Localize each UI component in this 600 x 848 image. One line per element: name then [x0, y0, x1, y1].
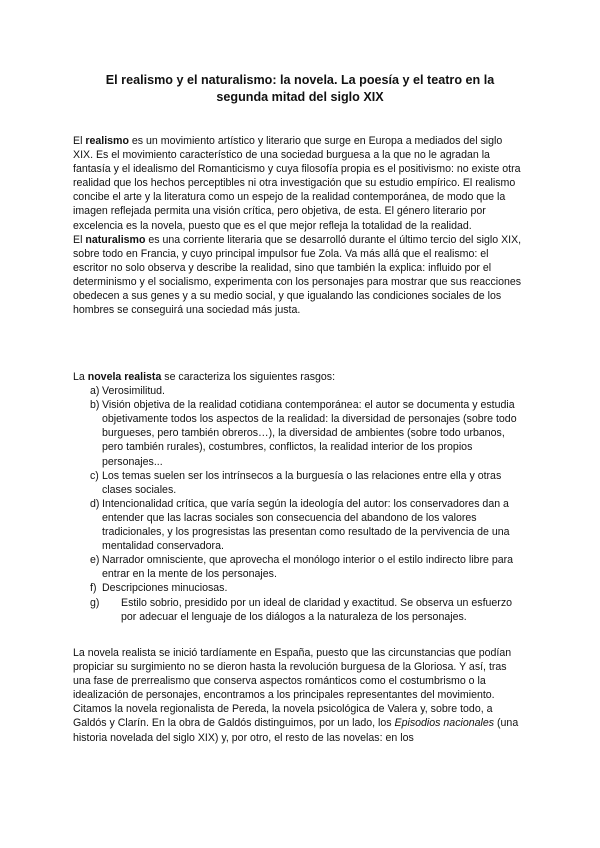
- list-marker: c): [90, 469, 99, 482]
- list-item-text: Intencionalidad crítica, que varía según la ideología del autor: los conservadores dan a entender que las lacras sociales son consecuencia del abandono de los valores tradicionales, y los progresistas las presentan como resultado de la pervivencia de una mentalidad conservadora.: [102, 497, 510, 553]
- list-item: [73, 596, 525, 624]
- list-item: [73, 581, 525, 595]
- naturalismo-paragraph-cont: determinismo y el socialismo, experimenta con los personajes para mostrar que sus reacciones obedecen a sus genes y a su medio social, y que igualando las condiciones sociales de los hombres se conseguirá una sociedad más justa.: [73, 275, 522, 317]
- list-item-text: Verosimilitud.: [102, 385, 165, 398]
- list-item-text: Estilo sobrio, presidido por un ideal de claridad y exactitud. Se observa un esfuerzo por adecuar el lenguaje de los diálogos a la naturaleza de los personajes.: [121, 596, 513, 623]
- novela-realista-term: novela realista: [87, 371, 162, 383]
- list-marker: a): [90, 385, 100, 398]
- list-item: [73, 497, 525, 553]
- espana-section: [73, 646, 525, 745]
- episodios-nacionales-title: Episodios nacionales: [394, 717, 495, 730]
- espana-text: La novela realista se inició tardíamente en España, puesto que las circunstancias que podían propiciar su surgimiento no se dieron hasta la revolución burguesa de la Gloriosa. Y así, tras una fase de prerrealismo que conserva aspectos románticos como el costumbrismo o la idealización de personajes, encontramos a los principales representantes del movimiento. Citamos la novela regionalista de Pereda, la novela psicológica de Valera y, sobre todo, a Galdós y Clarín. En la obra de Galdós distinguimos, por un lado, los: [73, 647, 512, 730]
- novela-realista-text: se caracteriza los siguientes rasgos:: [161, 371, 336, 383]
- list-marker: f): [90, 582, 97, 595]
- list-item-text: Visión objetiva de la realidad cotidiana contemporánea: el autor se documenta y estudia objetivamente todos los aspectos de la realidad: la diversidad de personajes (sobre todo burgueses, pero también obreros…), la diversidad de ambientes (sobre todo urbanos, pero también rurales), costumbres, conflictos, la realidad interior de los propios personajes...: [102, 399, 517, 468]
- rasgos-list: [73, 384, 525, 624]
- naturalismo-term: naturalismo: [85, 233, 146, 246]
- list-item-text: Los temas suelen ser los intrínsecos a la burguesía o las relaciones entre ella y otras clases sociales.: [102, 469, 502, 496]
- realismo-text: es un movimiento artístico y literario que surge en Europa a mediados del siglo XIX. Es el movimiento característico de una sociedad burguesa a la que no le agradan la fantasía y el idealismo del Romanticismo y cuya filosofía propia es el positivismo: no existe otra realidad que los hechos perceptibles ni otra investigación que su estudio empírico. El realismo concibe el arte y la literatura como un espejo de la realidad contemporánea, de modo que la imagen reflejada permita una visión crítica, pero objetiva, de esta. El género literario por excelencia es la novela, puesto que es el que mejor refleja la totalidad de la realidad.: [73, 135, 521, 232]
- intro-section: [73, 134, 525, 317]
- list-item: [73, 553, 525, 581]
- page-title: El realismo y el naturalismo: la novela. La poesía y el teatro en la segunda mitad del siglo XIX: [105, 73, 495, 104]
- realismo-term: realismo: [85, 135, 129, 147]
- list-marker: e): [90, 554, 100, 567]
- novela-realista-pre: La: [73, 371, 88, 383]
- list-item: [73, 398, 525, 468]
- list-marker: d): [90, 497, 100, 510]
- list-marker: g): [90, 596, 100, 609]
- list-item-text: Narrador omnisciente, que aprovecha el monólogo interior o el estilo indirecto libre para entrar en la mente de los personajes.: [102, 554, 514, 581]
- naturalismo-pre: El: [73, 233, 86, 246]
- novela-realista-intro: [73, 370, 525, 384]
- espana-paragraph: [73, 646, 525, 745]
- novela-realista-section: [73, 370, 525, 624]
- list-item: [73, 469, 525, 497]
- naturalismo-text: es una corriente literaria que se desarrolló durante el último tercio del siglo XIX, sobre todo en Francia, y cuyo principal impulsor fue Zola. Va más allá que el realismo: el escritor no solo observa y describe la realidad, sino que también la explica: influido por el: [73, 233, 522, 274]
- realismo-paragraph: [73, 134, 525, 233]
- naturalismo-paragraph: [73, 233, 525, 275]
- list-item-text: Descripciones minuciosas.: [102, 582, 228, 595]
- list-marker: b): [90, 399, 100, 412]
- list-item: [73, 384, 525, 398]
- espana-text-cont: (una historia novelada del siglo XIX) y, por otro, el resto de las novelas: en los: [73, 717, 519, 744]
- realismo-pre: El: [73, 135, 86, 147]
